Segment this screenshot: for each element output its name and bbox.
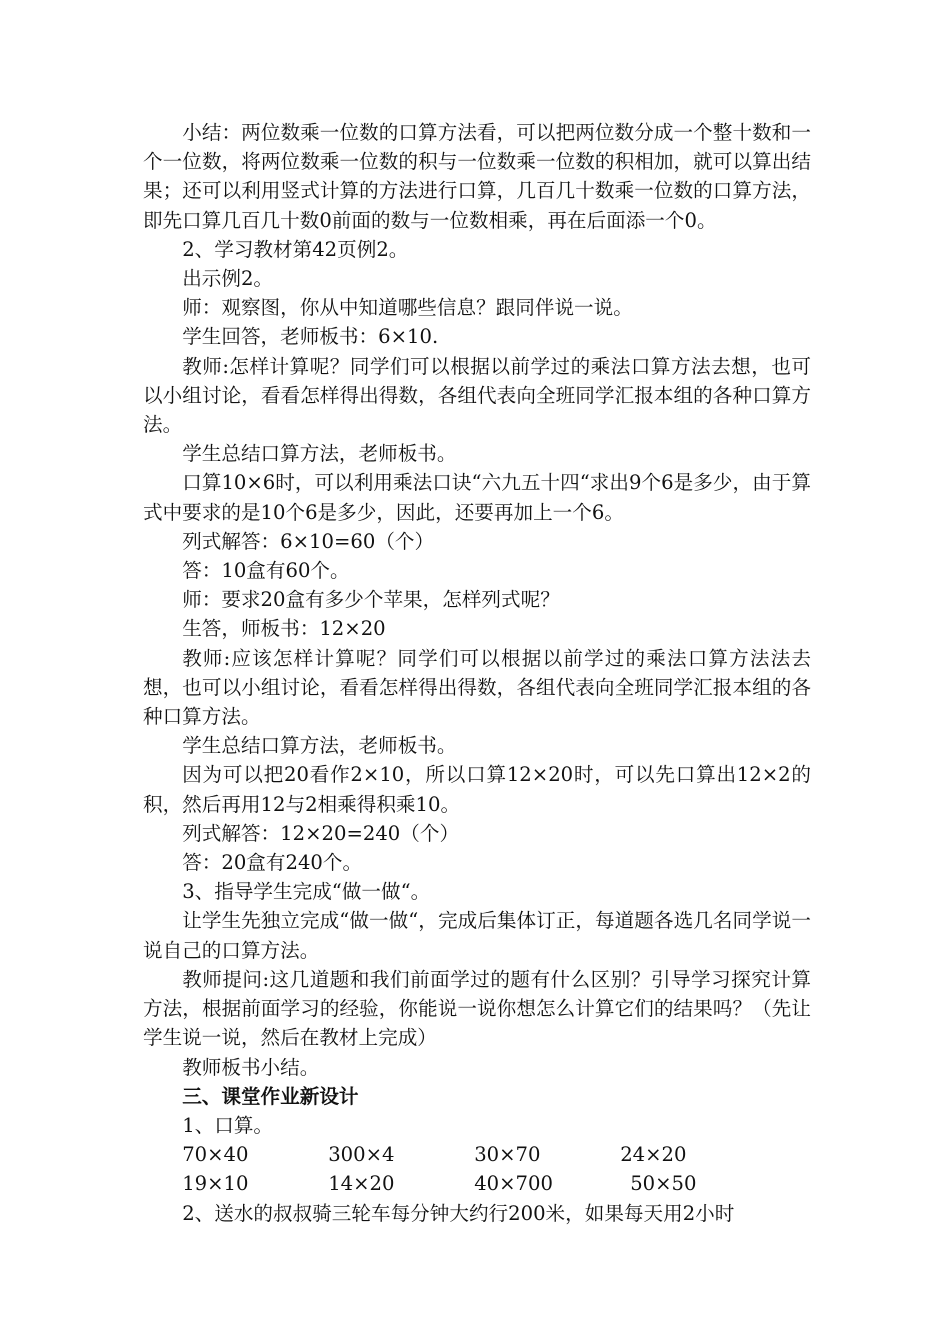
paragraph: 学生总结口算方法，老师板书。 (182, 442, 457, 466)
paragraph: 教师板书小结。 (182, 1055, 320, 1079)
calc-item: 14×20 (328, 1172, 395, 1196)
paragraph: 列式解答：12×20=240（个） (182, 821, 460, 845)
calc-item: 40×700 (474, 1172, 553, 1196)
paragraph: 口算10×6时，可以利用乘法口诀“六九五十四“求出9个6是多少，由于算式中要求的是10个6是多少，因此，还要再加上一个6。 (143, 471, 811, 524)
paragraph: 学生总结口算方法，老师板书。 (182, 734, 457, 758)
paragraph: 师：要求20盒有多少个苹果，怎样列式呢？ (182, 588, 560, 612)
paragraph: 教师提问:这几道题和我们前面学过的题有什么区别？引导学习探究计算方法，根据前面学习的经验，你能说一说你想怎么计算它们的结果吗？（先让学生说一说，然后在教材上完成） (143, 967, 811, 1050)
paragraph: 教师:应该怎样计算呢？同学们可以根据以前学过的乘法口算方法法去想，也可以小组讨论，看看怎样得出得数，各组代表向全班同学汇报本组的各种口算方法。 (143, 646, 811, 729)
calc-item: 30×70 (474, 1143, 541, 1167)
paragraph: 生答，师板书：12×20 (182, 617, 386, 641)
calc-item: 50×50 (630, 1172, 697, 1196)
section-heading: 三、课堂作业新设计 (182, 1084, 359, 1108)
paragraph: 答：20盒有240个。 (182, 851, 363, 875)
paragraph: 3、指导学生完成“做一做“。 (182, 880, 431, 904)
paragraph: 学生回答，老师板书：6×10. (182, 325, 439, 349)
calc-item: 300×4 (328, 1143, 395, 1167)
paragraph: 教师:怎样计算呢？同学们可以根据以前学过的乘法口算方法去想，也可以小组讨论，看看怎样得出得数，各组代表向全班同学汇报本组的各种口算方法。 (143, 354, 811, 437)
paragraph: 2、学习教材第42页例2。 (182, 237, 409, 261)
document-page (143, 118, 811, 1228)
paragraph: 让学生先独立完成“做一做“，完成后集体订正，每道题各选几名同学说一说自己的口算方法。 (143, 909, 811, 962)
exercise-2: 2、送水的叔叔骑三轮车每分钟大约行200米，如果每天用2小时 (182, 1201, 735, 1225)
paragraph: 因为可以把20看作2×10，所以口算12×20时，可以先口算出12×2的积，然后再用12与2相乘得积乘10。 (143, 763, 811, 816)
calc-item: 24×20 (620, 1143, 687, 1167)
calc-row (143, 1169, 811, 1198)
exercise-1-title: 1、口算。 (182, 1113, 274, 1137)
paragraph-summary: 小结：两位数乘一位数的口算方法看，可以把两位数分成一个整十数和一个一位数，将两位数乘一位数的积与一位数乘一位数的积相加，就可以算出结果；还可以利用竖式计算的方法进行口算，几百几十数乘一位数的口算方法，即先口算几百几十数0前面的数与一位数相乘，再在后面添一个0。 (143, 121, 811, 232)
calc-item: 19×10 (182, 1172, 249, 1196)
paragraph: 答：10盒有60个。 (182, 559, 350, 583)
calc-row (143, 1140, 811, 1169)
paragraph: 师：观察图，你从中知道哪些信息？跟同伴说一说。 (182, 296, 633, 320)
calc-item: 70×40 (182, 1143, 249, 1167)
paragraph: 列式解答：6×10=60（个） (182, 529, 435, 553)
paragraph: 出示例2。 (182, 267, 274, 291)
